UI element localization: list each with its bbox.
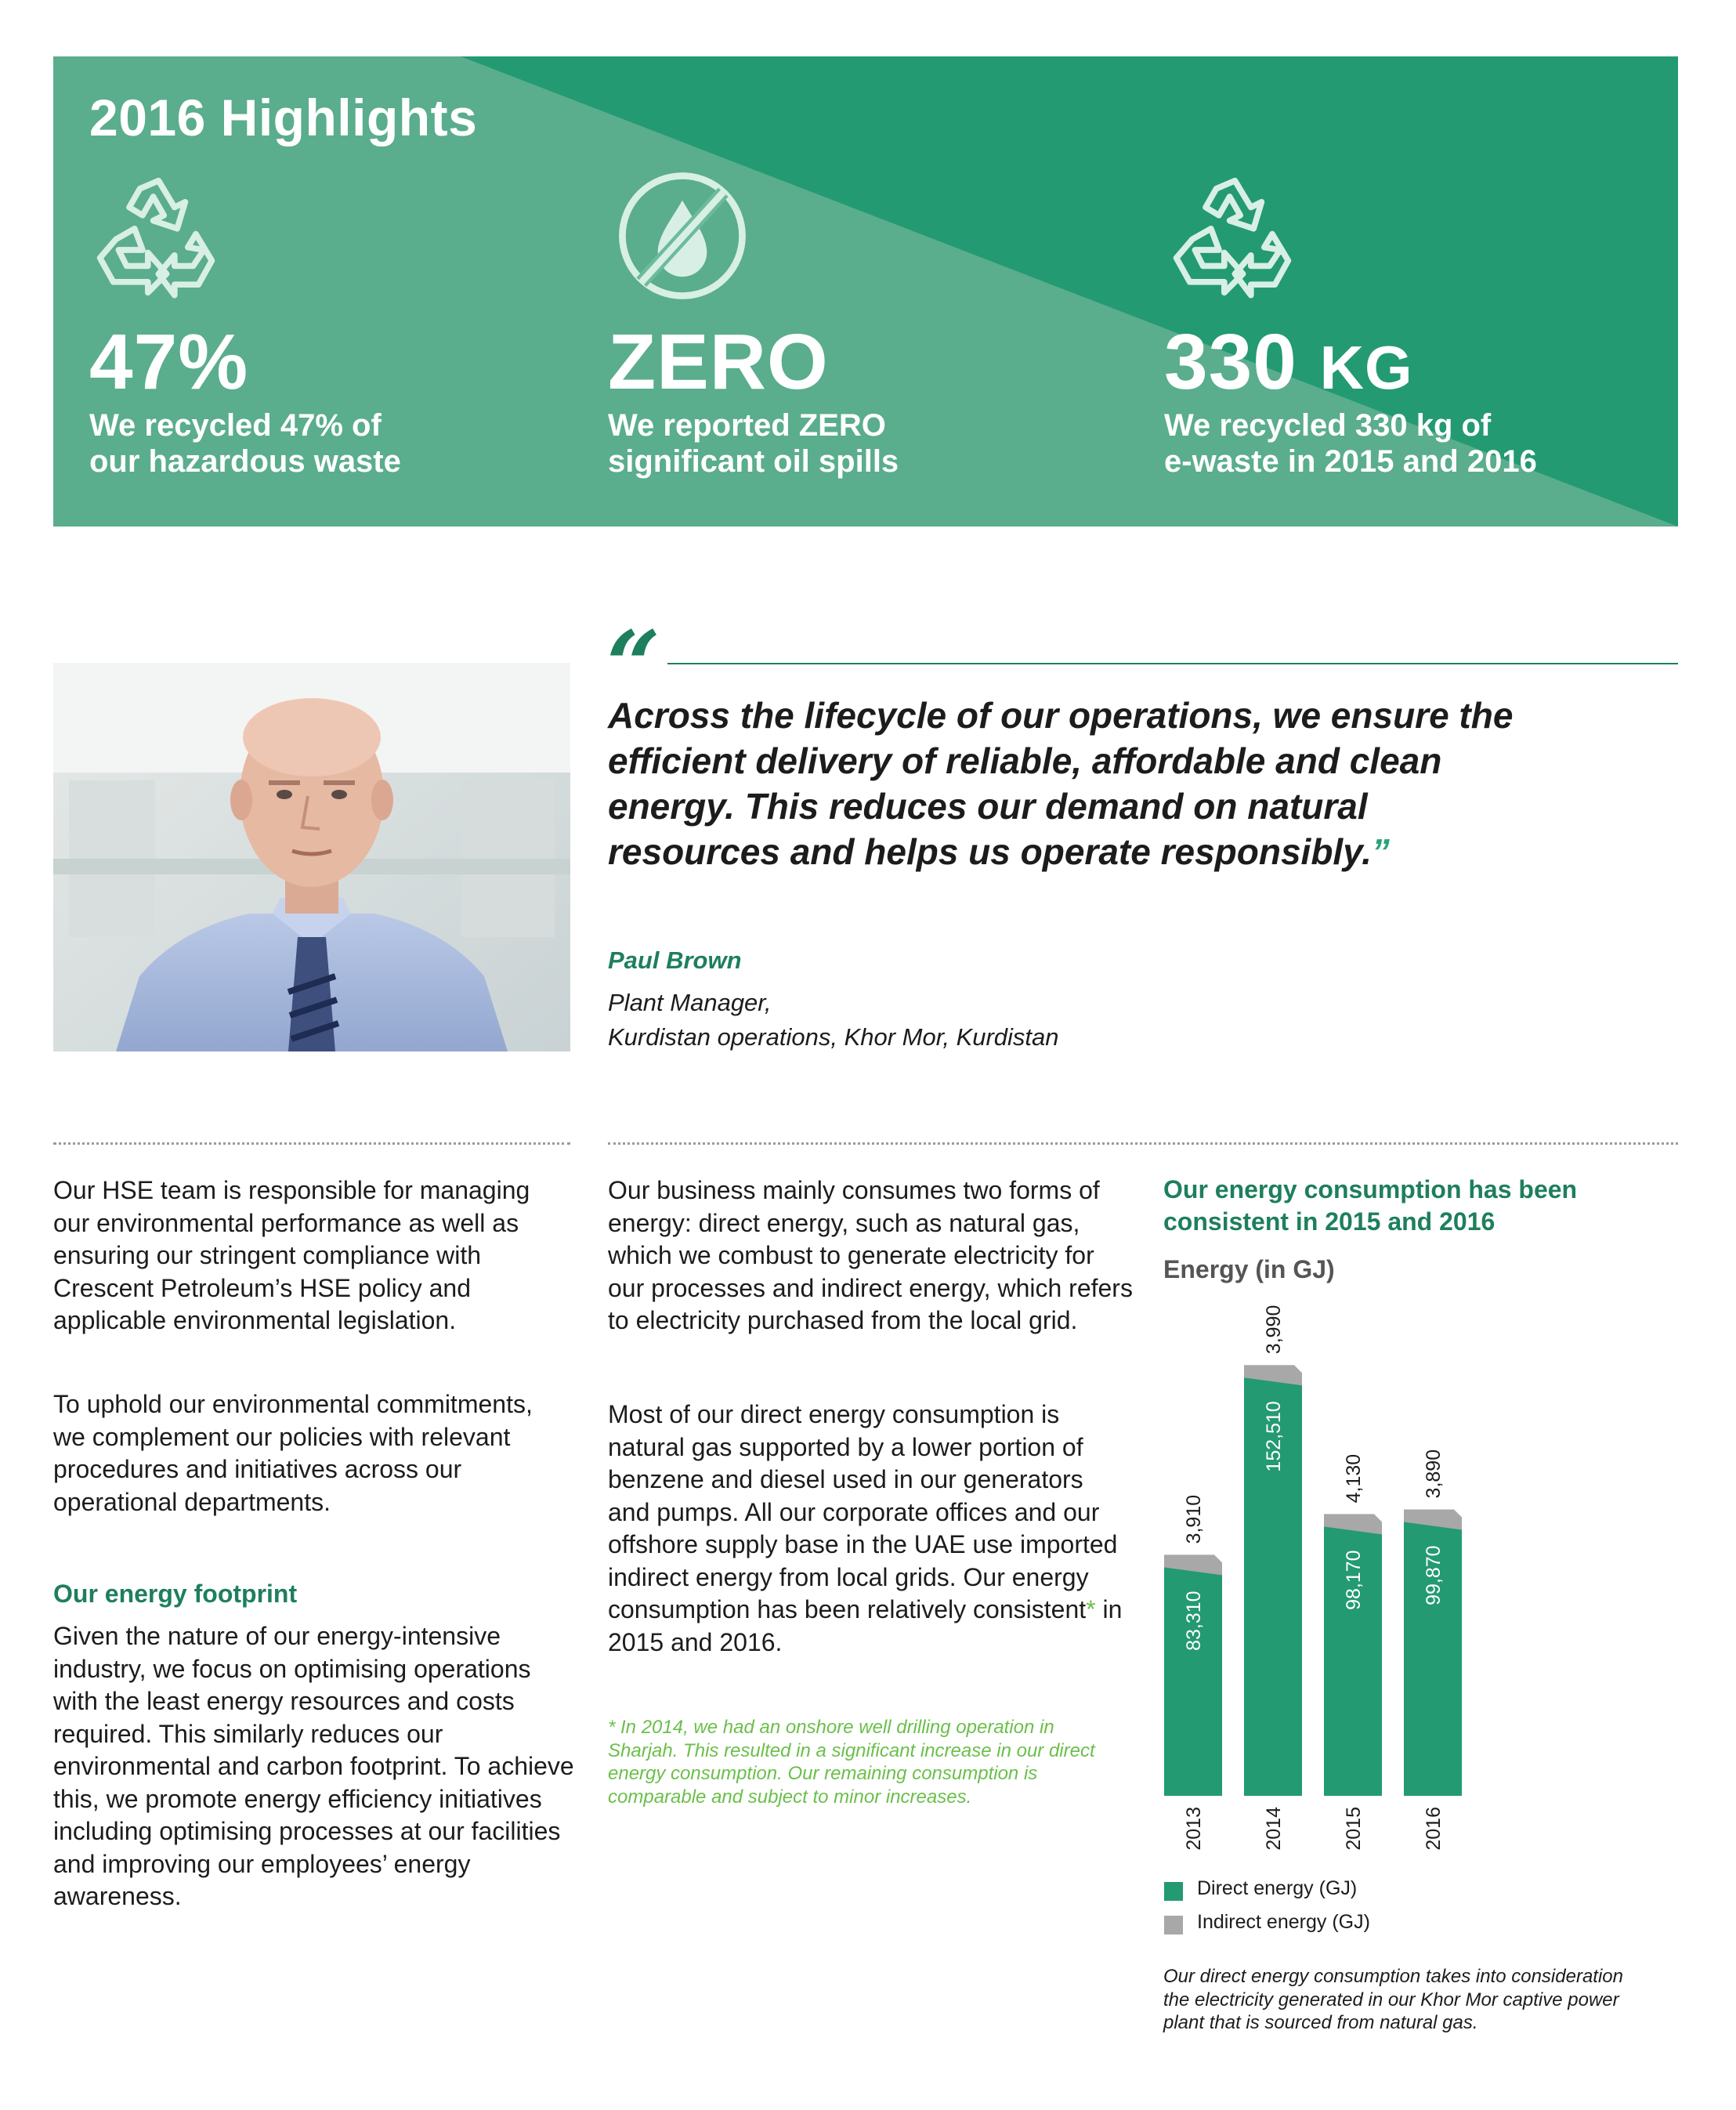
highlight-text-recycled: We recycled 47% of our hazardous waste: [89, 408, 401, 479]
legend-label-indirect: Indirect energy (GJ): [1197, 1911, 1370, 1933]
body-paragraph: Our HSE team is responsible for managing our environmental performance as well as ensuring our stringent compliance with Crescent Petroleum’s HSE policy and applicable environmental legislation.: [53, 1176, 530, 1334]
data-label-indirect-2015: 4,130: [1343, 1453, 1365, 1504]
highlight-value-ewaste: 330 KG: [1164, 318, 1413, 406]
chart-subtitle: Energy (in GJ): [1163, 1255, 1335, 1283]
body-paragraph: Most of our direct energy consumption is natural gas supported by a lower portion of benzene and diesel used in our generators and pumps. All our corporate offices and our offshore supply base in the UAE use imported indirect energy from local grids. Our energy consumption has been relatively consistent* in 2015 and 2016.: [608, 1400, 1123, 1656]
quote-close-mark: ”: [1371, 831, 1390, 872]
highlight-value-recycled: 47%: [89, 318, 249, 406]
recycle-icon: [1166, 170, 1299, 303]
body-paragraph: Given the nature of our energy-intensive industry, we focus on optimising operations with the least energy resources and costs required. This similarly reduces our environmental and carbon footprint. To achieve this, we promote energy efficiency initiatives including optimising processes at our facilities and improving our employees’ energy awareness.: [53, 1622, 574, 1910]
quote-author-role: Plant Manager,: [608, 989, 772, 1016]
x-tick-label-2014: 2014: [1263, 1807, 1285, 1851]
footnote: * In 2014, we had an onshore well drilling operation in Sharjah. This resulted in a significant increase in our direct energy consumption. Our remaining consumption is comparable and subject to minor increases.: [608, 1717, 1095, 1808]
legend-swatch-indirect: [1164, 1916, 1183, 1934]
data-label-indirect-2014: 3,990: [1263, 1305, 1285, 1355]
legend-swatch-direct: [1164, 1882, 1183, 1901]
data-label-direct-2013: 83,310: [1183, 1591, 1205, 1651]
portrait-photo: [53, 663, 570, 1051]
highlights-banner: [53, 56, 1678, 527]
highlight-value-oil-spills: ZERO: [608, 318, 829, 406]
data-label-indirect-2016: 3,890: [1423, 1449, 1445, 1499]
data-label-direct-2015: 98,170: [1343, 1550, 1365, 1610]
section-heading: Our energy footprint: [53, 1580, 298, 1608]
data-label-direct-2014: 152,510: [1263, 1401, 1285, 1472]
separator: [608, 1142, 1678, 1145]
quote-rule: [667, 663, 1678, 664]
quote-author-location: Kurdistan operations, Khor Mor, Kurdistan: [608, 1023, 1059, 1051]
energy-bar-chart: [1152, 1293, 1481, 1873]
banner-title: 2016 Highlights: [89, 89, 478, 147]
highlight-text-ewaste: We recycled 330 kg of e-waste in 2015 and 2016: [1164, 408, 1537, 479]
separator: [53, 1142, 570, 1145]
highlight-text-oil-spills: We reported ZERO significant oil spills: [608, 408, 899, 479]
legend-label-direct: Direct energy (GJ): [1197, 1877, 1358, 1899]
no-oil-spill-icon: [614, 168, 747, 301]
x-tick-label-2016: 2016: [1423, 1807, 1445, 1851]
quote-text: Across the lifecycle of our operations, we ensure the efficient delivery of reliable, affordable and clean energy. This reduces our demand on natural resources and helps us operate responsibly.”: [608, 695, 1514, 872]
x-tick-label-2013: 2013: [1183, 1807, 1205, 1851]
quote-author: Paul Brown: [608, 946, 742, 974]
recycle-icon: [89, 170, 222, 303]
data-label-indirect-2013: 3,910: [1183, 1494, 1205, 1544]
body-paragraph: Our business mainly consumes two forms of energy: direct energy, such as natural gas, which we combust to generate electricity for our processes and indirect energy, which refers to electricity purchased from the local grid.: [608, 1176, 1133, 1334]
data-label-direct-2016: 99,870: [1423, 1545, 1445, 1605]
chart-title: Our energy consumption has been consistent in 2015 and 2016: [1163, 1175, 1578, 1236]
body-paragraph: To uphold our environmental commitments, we complement our policies with relevant procedures and initiatives across our operational departments.: [53, 1390, 533, 1516]
x-tick-label-2015: 2015: [1343, 1807, 1365, 1851]
chart-note: Our direct energy consumption takes into consideration the electricity generated in our Khor Mor captive power plant that is sourced from natural gas.: [1163, 1966, 1623, 2033]
quote-open-mark: “: [606, 610, 661, 721]
